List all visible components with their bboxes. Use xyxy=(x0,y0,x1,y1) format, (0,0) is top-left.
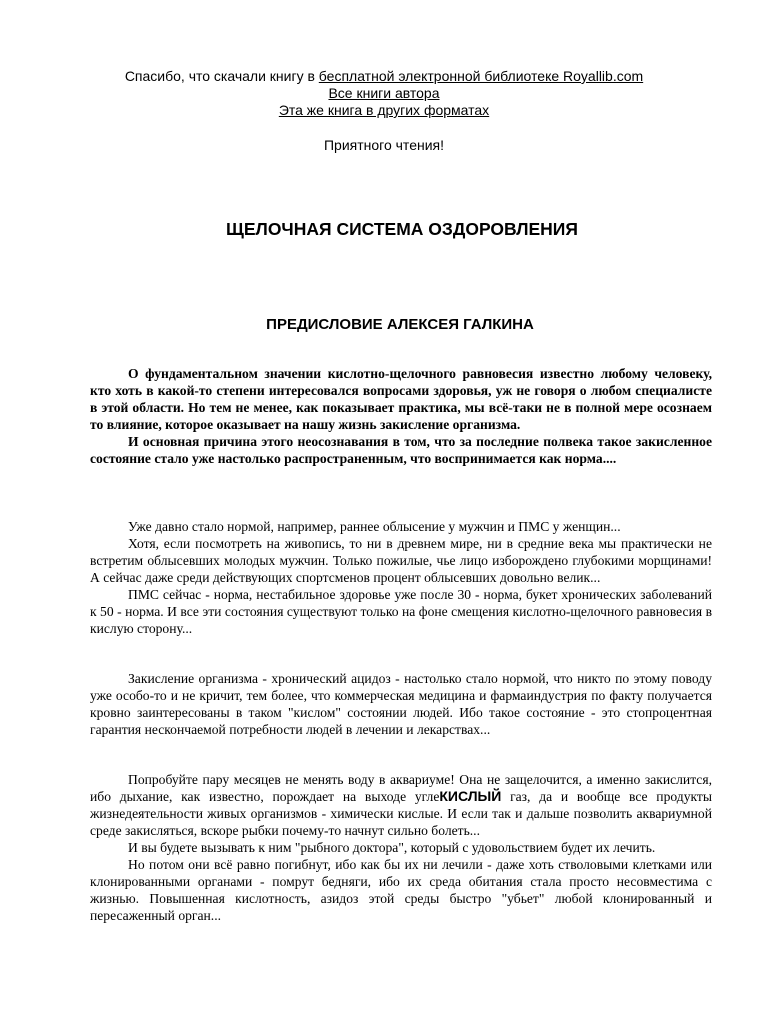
body-section-3 xyxy=(90,771,712,924)
emphasis-word: КИСЛЫЙ xyxy=(439,788,502,804)
author-books-link[interactable]: Все книги автора xyxy=(328,85,440,101)
other-formats-line xyxy=(0,102,768,119)
thanks-line xyxy=(0,68,768,85)
preface-title: ПРЕДИСЛОВИЕ АЛЕКСЕЯ ГАЛКИНА xyxy=(266,316,534,333)
body-paragraph: И вы будете вызывать к ним "рыбного доктора", который с удовольствием будет их лечить. xyxy=(128,840,656,855)
author-books-line xyxy=(0,85,768,102)
download-header xyxy=(0,68,768,154)
body-paragraph: Но потом они всё равно погибнут, ибо как бы их ни лечили - даже хоть стволовыми клетками или клонированными органами - помрут бедняги, ибо их среда обитания стала просто несовместима с жизнью. Повышенная кислотность, азидоз этой среды быстро "убьет" любой клонированный и пересаженный орган... xyxy=(90,857,712,923)
intro-section xyxy=(90,365,712,467)
body-paragraph: Хотя, если посмотреть на живопись, то ни в древнем мире, ни в средние века мы практически не встретим облысевших молодых мужчин. Только пожилые, чье лицо изборождено глубокими морщинами! А сейчас даже среди действующих спортсменов процент облысевших довольно велик... xyxy=(90,536,712,585)
body-paragraph xyxy=(90,771,712,839)
text-run: газ, да и вообще все продукты жизнедеятельности живых организмов - химически кислые. И если так и дальше позволить аквариумной среде закисляться, вскоре рыбки почему-то начнут сильно болеть... xyxy=(90,789,712,838)
body-paragraph: Закисление организма - хронический ацидоз - настолько стало нормой, что никто по этому поводу уже особо-то и не кричит, тем более, что коммерческая медицина и фармаиндустрия по факту получается кровно заинтересованы в таком "кислом" состоянии людей. Ибо такое состояние - это стопроцентная гарантия нескончаемой потребности людей в лечении и лекарствах... xyxy=(90,671,712,737)
book-title: ЩЕЛОЧНАЯ СИСТЕМА ОЗДОРОВЛЕНИЯ xyxy=(226,219,578,239)
intro-paragraph: О фундаментальном значении кислотно-щелочного равновесия известно любому человеку, кто хоть в какой-то степени интересовался вопросами здоровья, уж не говоря о любом специалисте в этой области. Но тем не менее, как показывает практика, мы всё-таки не в полной мере осознаем то влияние, которое оказывает на нашу жизнь закисление организма. xyxy=(90,366,712,432)
body-section-2 xyxy=(90,670,712,738)
other-formats-link[interactable]: Эта же книга в других форматах xyxy=(278,102,490,118)
library-link[interactable]: бесплатной электронной библиотеке Royallib.com xyxy=(318,68,644,84)
greeting: Приятного чтения! xyxy=(323,137,444,153)
body-section-1 xyxy=(90,518,712,637)
text-run: Попробуйте пару месяцев не менять воду в аквариуме! Она не защелочится, а именно закислится, ибо дыхание, как известно, порождает на выходе угле xyxy=(90,772,712,804)
intro-paragraph: И основная причина этого неосознавания в том, что за последние полвека такое закисленное состояние стало уже настолько распространенным, что воспринимается как норма.... xyxy=(90,434,712,466)
body-paragraph: Уже давно стало нормой, например, раннее облысение у мужчин и ПМС у женщин... xyxy=(128,519,621,534)
thanks-text: Спасибо, что скачали книгу в xyxy=(124,68,319,84)
body-paragraph: ПМС сейчас - норма, нестабильное здоровье уже после 30 - норма, букет хронических заболеваний к 50 - норма. И все эти состояния существуют только на фоне смещения кислотно-щелочного равновесия в кислую сторону... xyxy=(90,587,712,636)
